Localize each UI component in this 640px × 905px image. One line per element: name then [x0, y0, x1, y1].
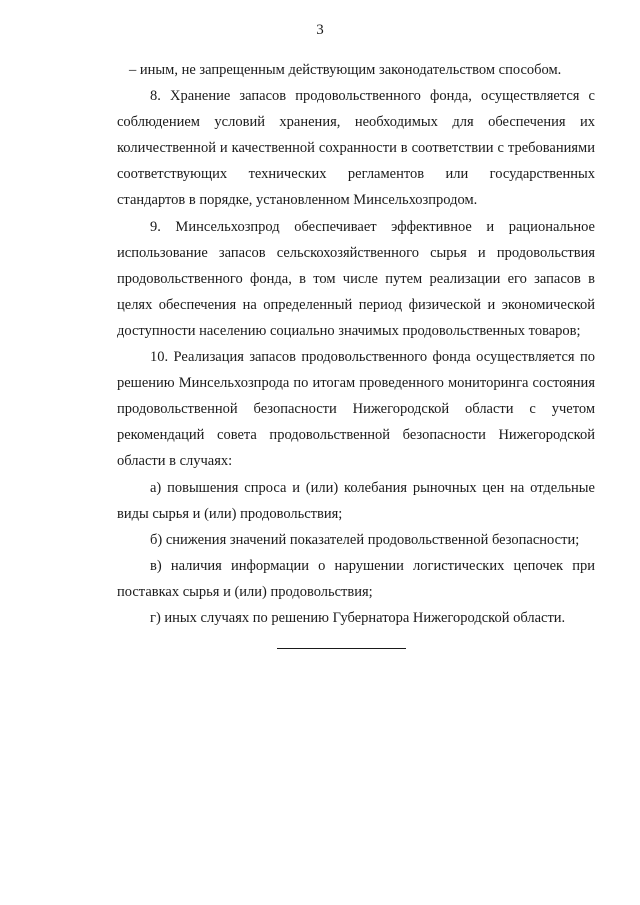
- list-item-b: б) снижения значений показателей продовольственной безопасности;: [150, 531, 580, 548]
- list-item-g: г) иных случаях по решению Губернатора Нижегородской области.: [150, 609, 566, 626]
- list-item-a: а) повышения спроса и (или) колебания рыночных цен на отдельные виды сырья и (или) продовольствия;: [117, 479, 595, 522]
- page-number: 3: [316, 22, 324, 38]
- closing-divider-line: [277, 648, 406, 649]
- paragraph-method-continuation: – иным, не запрещенным действующим законодательством способом.: [129, 62, 562, 78]
- paragraph-9-usage: 9. Минсельхозпрод обеспечивает эффективное и рациональное использование запасов сельскохозяйственного сырья и продовольствия продовольственного фонда, в том числе путем реализации его запасов в целях обеспечения на определенный период физической и экономической доступности населению социально значимых продовольственных товаров;: [117, 218, 595, 339]
- paragraph-10-sale: 10. Реализация запасов продовольственного фонда осуществляется по решению Минсельхозпрода по итогам проведенного мониторинга состояния продовольственной безопасности Нижегородской области с учетом рекомендаций совета продовольственной безопасности Нижегородской области в случаях:: [117, 349, 595, 470]
- list-item-v: в) наличия информации о нарушении логистических цепочек при поставках сырья и (или) продовольствия;: [117, 557, 595, 600]
- paragraph-8-storage: 8. Хранение запасов продовольственного фонда, осуществляется с соблюдением условий хранения, необходимых для обеспечения их количественной и качественной сохранности в соответствии с требованиями соответствующих технических регламентов или государственных стандартов в порядке, установленном Минсельхозпродом.: [117, 88, 595, 209]
- document-body: [117, 57, 595, 631]
